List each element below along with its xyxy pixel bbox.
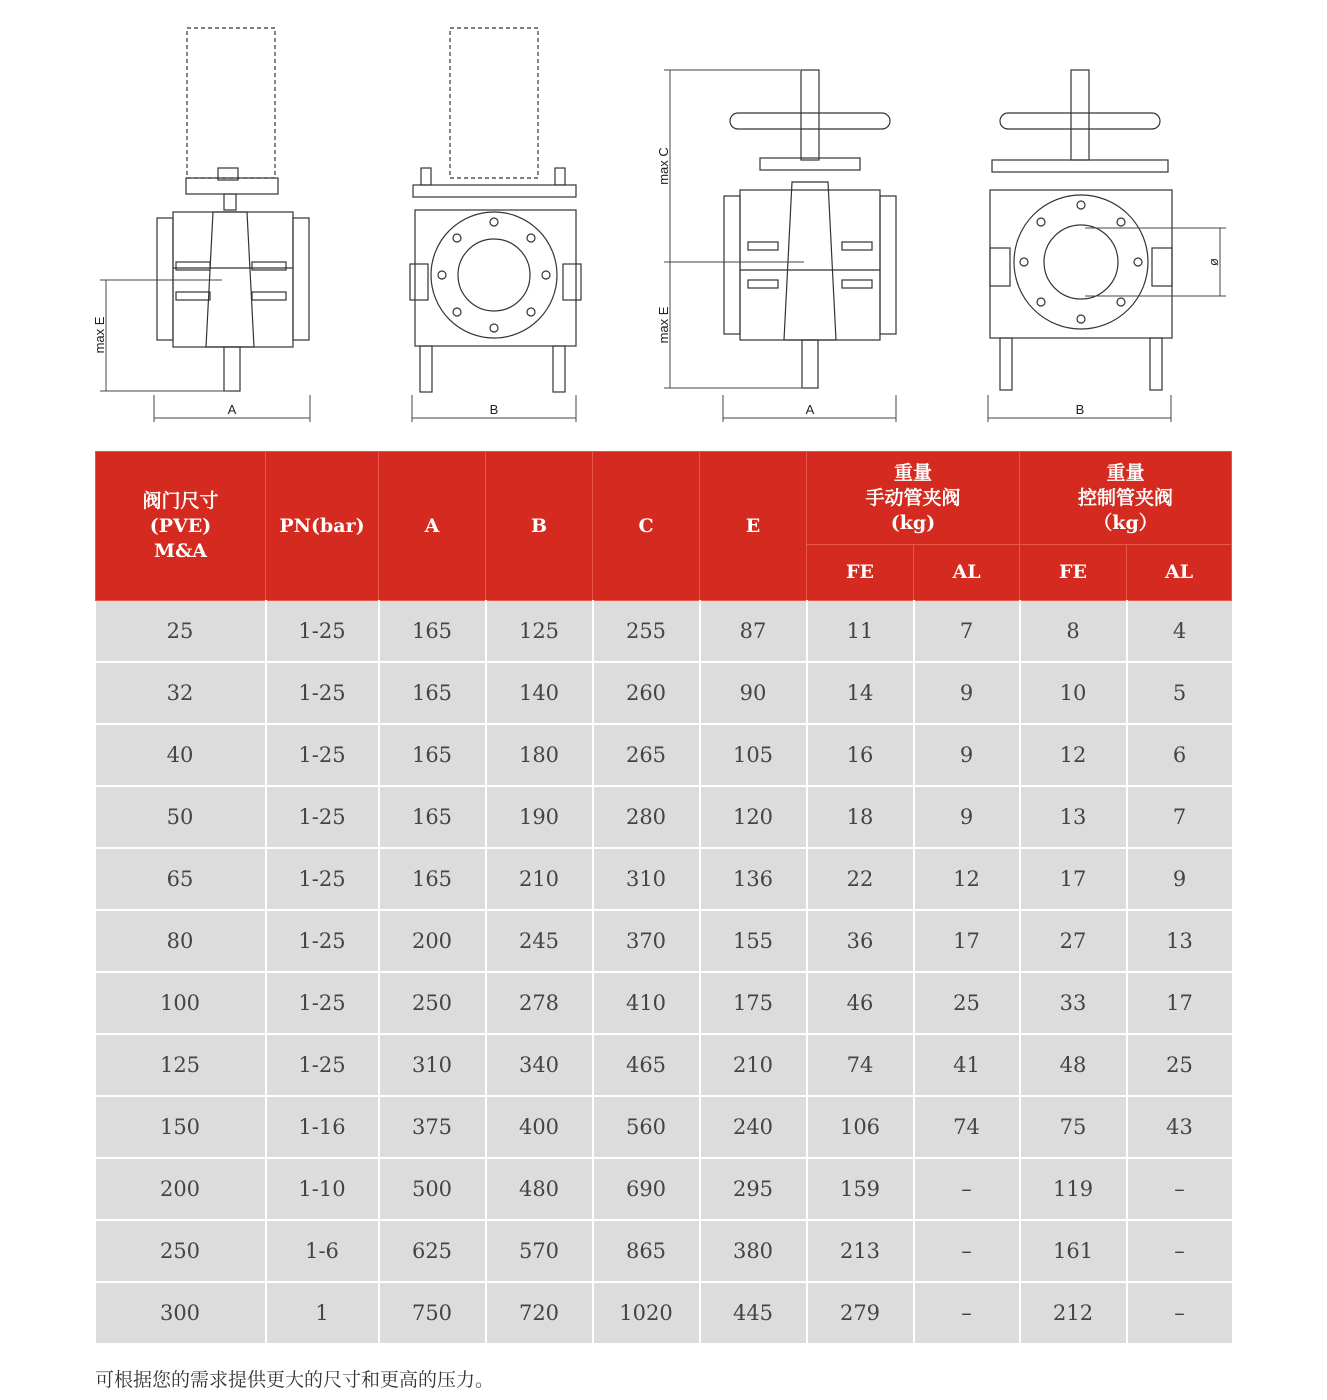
dimension-max-e-label-1: max E — [92, 316, 107, 354]
cell-e: 155 — [700, 910, 807, 972]
cell-b: 400 — [486, 1096, 593, 1158]
table-row — [96, 724, 1232, 786]
cell-b: 570 — [486, 1220, 593, 1282]
cell-control-fe: 212 — [1020, 1282, 1127, 1344]
cell-control-al: – — [1127, 1220, 1232, 1282]
pneumatic-valve-side-view — [410, 28, 581, 392]
cell-b: 278 — [486, 972, 593, 1034]
cell-control-fe: 33 — [1020, 972, 1127, 1034]
cell-manual-al: – — [914, 1158, 1020, 1220]
cell-manual-al: 9 — [914, 662, 1020, 724]
specification-table — [95, 451, 1232, 1345]
cell-manual-fe: 279 — [807, 1282, 914, 1344]
cell-pn: 1-16 — [266, 1096, 379, 1158]
cell-manual-al: 74 — [914, 1096, 1020, 1158]
cell-manual-al: – — [914, 1220, 1020, 1282]
cell-b: 190 — [486, 786, 593, 848]
cell-b: 480 — [486, 1158, 593, 1220]
cell-a: 310 — [379, 1034, 486, 1096]
cell-a: 165 — [379, 724, 486, 786]
cell-control-fe: 27 — [1020, 910, 1127, 972]
cell-c: 280 — [593, 786, 700, 848]
cell-e: 136 — [700, 848, 807, 910]
table-row — [96, 1096, 1232, 1158]
cell-pn: 1-25 — [266, 972, 379, 1034]
cell-control-al: 25 — [1127, 1034, 1232, 1096]
cell-manual-fe: 159 — [807, 1158, 914, 1220]
cell-b: 340 — [486, 1034, 593, 1096]
cell-c: 260 — [593, 662, 700, 724]
cell-manual-fe: 36 — [807, 910, 914, 972]
cell-e: 175 — [700, 972, 807, 1034]
cell-size: 25 — [96, 601, 266, 663]
pneumatic-valve-front-view — [157, 28, 309, 391]
cell-size: 40 — [96, 724, 266, 786]
cell-control-al: 6 — [1127, 724, 1232, 786]
cell-manual-al: 7 — [914, 601, 1020, 663]
cell-size: 80 — [96, 910, 266, 972]
cell-b: 140 — [486, 662, 593, 724]
cell-c: 370 — [593, 910, 700, 972]
cell-pn: 1-25 — [266, 848, 379, 910]
cell-c: 690 — [593, 1158, 700, 1220]
cell-b: 125 — [486, 601, 593, 663]
cell-e: 210 — [700, 1034, 807, 1096]
cell-manual-al: 9 — [914, 724, 1020, 786]
cell-b: 180 — [486, 724, 593, 786]
cell-control-fe: 161 — [1020, 1220, 1127, 1282]
header-control-fe: FE — [1020, 545, 1127, 601]
cell-manual-al: 25 — [914, 972, 1020, 1034]
table-row — [96, 910, 1232, 972]
cell-manual-fe: 213 — [807, 1220, 914, 1282]
cell-a: 165 — [379, 786, 486, 848]
table-row — [96, 972, 1232, 1034]
dimension-b-label-2: B — [1075, 402, 1085, 417]
manual-valve-front-view — [724, 70, 896, 388]
cell-control-al: – — [1127, 1282, 1232, 1344]
cell-control-al: 9 — [1127, 848, 1232, 910]
header-e: E — [700, 452, 807, 601]
cell-c: 265 — [593, 724, 700, 786]
cell-size: 50 — [96, 786, 266, 848]
cell-manual-fe: 74 — [807, 1034, 914, 1096]
header-manual-fe: FE — [807, 545, 914, 601]
cell-control-al: 17 — [1127, 972, 1232, 1034]
cell-pn: 1-25 — [266, 662, 379, 724]
cell-a: 375 — [379, 1096, 486, 1158]
cell-e: 295 — [700, 1158, 807, 1220]
cell-c: 865 — [593, 1220, 700, 1282]
cell-a: 165 — [379, 848, 486, 910]
table-row — [96, 1158, 1232, 1220]
cell-e: 105 — [700, 724, 807, 786]
cell-size: 200 — [96, 1158, 266, 1220]
valve-technical-drawings — [0, 0, 1327, 440]
cell-a: 625 — [379, 1220, 486, 1282]
cell-control-al: 5 — [1127, 662, 1232, 724]
cell-pn: 1-25 — [266, 601, 379, 663]
cell-size: 32 — [96, 662, 266, 724]
header-b: B — [486, 452, 593, 601]
cell-manual-al: 41 — [914, 1034, 1020, 1096]
header-manual-weight: 重量 手动管夹阀 (kg) — [807, 452, 1020, 545]
cell-pn: 1-6 — [266, 1220, 379, 1282]
cell-manual-fe: 16 — [807, 724, 914, 786]
cell-control-fe: 75 — [1020, 1096, 1127, 1158]
cell-a: 165 — [379, 662, 486, 724]
manual-valve-side-view — [990, 70, 1172, 390]
table-row — [96, 786, 1232, 848]
cell-b: 720 — [486, 1282, 593, 1344]
cell-manual-fe: 106 — [807, 1096, 914, 1158]
cell-b: 245 — [486, 910, 593, 972]
dimension-a-label-1: A — [227, 402, 237, 417]
cell-control-al: 13 — [1127, 910, 1232, 972]
cell-c: 465 — [593, 1034, 700, 1096]
dimension-max-e-label-2: max E — [656, 306, 671, 344]
cell-control-al: – — [1127, 1158, 1232, 1220]
cell-manual-al: 17 — [914, 910, 1020, 972]
cell-manual-fe: 18 — [807, 786, 914, 848]
cell-control-fe: 17 — [1020, 848, 1127, 910]
cell-e: 380 — [700, 1220, 807, 1282]
header-control-al: AL — [1127, 545, 1232, 601]
cell-control-fe: 48 — [1020, 1034, 1127, 1096]
cell-manual-al: 9 — [914, 786, 1020, 848]
dimension-max-c-label: max C — [656, 147, 671, 185]
cell-manual-al: – — [914, 1282, 1020, 1344]
cell-control-al: 7 — [1127, 786, 1232, 848]
cell-control-al: 43 — [1127, 1096, 1232, 1158]
header-pn: PN(bar) — [266, 452, 379, 601]
cell-c: 310 — [593, 848, 700, 910]
cell-c: 1020 — [593, 1282, 700, 1344]
header-control-weight: 重量 控制管夹阀 （kg） — [1020, 452, 1232, 545]
cell-manual-al: 12 — [914, 848, 1020, 910]
cell-pn: 1 — [266, 1282, 379, 1344]
cell-e: 445 — [700, 1282, 807, 1344]
cell-a: 200 — [379, 910, 486, 972]
cell-e: 240 — [700, 1096, 807, 1158]
cell-pn: 1-25 — [266, 724, 379, 786]
cell-manual-fe: 14 — [807, 662, 914, 724]
cell-size: 150 — [96, 1096, 266, 1158]
cell-pn: 1-25 — [266, 910, 379, 972]
cell-size: 100 — [96, 972, 266, 1034]
table-row — [96, 1220, 1232, 1282]
header-a: A — [379, 452, 486, 601]
cell-pn: 1-25 — [266, 786, 379, 848]
cell-size: 250 — [96, 1220, 266, 1282]
cell-size: 300 — [96, 1282, 266, 1344]
footnote: 可根据您的需求提供更大的尺寸和更高的压力。 — [95, 1369, 495, 1391]
cell-control-fe: 8 — [1020, 601, 1127, 663]
cell-control-fe: 119 — [1020, 1158, 1127, 1220]
table-row — [96, 601, 1232, 663]
table-row — [96, 848, 1232, 910]
cell-manual-fe: 11 — [807, 601, 914, 663]
cell-a: 750 — [379, 1282, 486, 1344]
cell-control-al: 4 — [1127, 601, 1232, 663]
cell-c: 560 — [593, 1096, 700, 1158]
cell-a: 165 — [379, 601, 486, 663]
cell-size: 125 — [96, 1034, 266, 1096]
cell-c: 410 — [593, 972, 700, 1034]
cell-e: 120 — [700, 786, 807, 848]
dimension-a-label-2: A — [805, 402, 815, 417]
cell-size: 65 — [96, 848, 266, 910]
cell-a: 250 — [379, 972, 486, 1034]
cell-a: 500 — [379, 1158, 486, 1220]
cell-pn: 1-25 — [266, 1034, 379, 1096]
cell-manual-fe: 22 — [807, 848, 914, 910]
table-row — [96, 1034, 1232, 1096]
cell-e: 90 — [700, 662, 807, 724]
cell-control-fe: 10 — [1020, 662, 1127, 724]
header-c: C — [593, 452, 700, 601]
cell-c: 255 — [593, 601, 700, 663]
dimension-diameter-label: ø — [1206, 258, 1221, 266]
header-valve-size: 阀门尺寸 (PVE) M&A — [96, 452, 266, 601]
cell-b: 210 — [486, 848, 593, 910]
dimension-b-label-1: B — [489, 402, 499, 417]
table-row — [96, 1282, 1232, 1344]
cell-control-fe: 12 — [1020, 724, 1127, 786]
table-row — [96, 662, 1232, 724]
header-manual-al: AL — [914, 545, 1020, 601]
cell-e: 87 — [700, 601, 807, 663]
cell-control-fe: 13 — [1020, 786, 1127, 848]
cell-manual-fe: 46 — [807, 972, 914, 1034]
cell-pn: 1-10 — [266, 1158, 379, 1220]
